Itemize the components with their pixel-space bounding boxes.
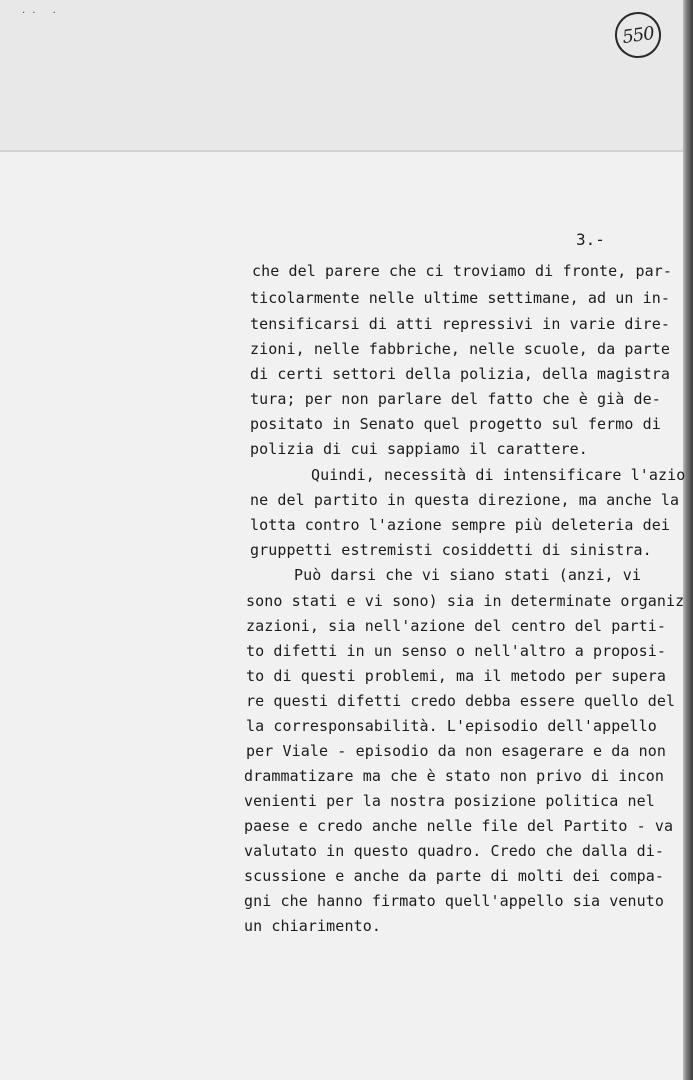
- text-line: un chiarimento.: [244, 917, 381, 935]
- text-line: tensificarsi di atti repressivi in varie dire-: [250, 315, 671, 333]
- text-line: scussione e anche da parte di molti dei compa-: [244, 867, 665, 885]
- text-line: sono stati e vi sono) sia in determinate organiz: [246, 592, 685, 610]
- text-line: paese e credo anche nelle file del Partito - va: [244, 817, 674, 835]
- text-line: zioni, nelle fabbriche, nelle scuole, da parte: [250, 340, 671, 358]
- archive-stamp-number: 550: [621, 22, 655, 48]
- text-line: la corresponsabilità. L'episodio dell'appello: [246, 717, 657, 735]
- text-line: valutato in questo quadro. Credo che dalla di-: [244, 842, 665, 860]
- text-line: to difetti in un senso o nell'altro a proposi-: [246, 642, 667, 660]
- text-line: per Viale - episodio da non esagerare e da non: [246, 742, 667, 760]
- text-line: ne del partito in questa direzione, ma anche la: [250, 491, 680, 509]
- text-line: to di questi problemi, ma il metodo per supera: [246, 667, 667, 685]
- scan-specks: ˙˙ ˙: [20, 10, 61, 24]
- text-line: gni che hanno firmato quell'appello sia venuto: [244, 892, 665, 910]
- underlying-sheet: [0, 0, 693, 152]
- sheet-edge: [0, 150, 693, 152]
- text-line: tura; per non parlare del fatto che è già de-: [250, 390, 661, 408]
- text-line: che del parere che ci troviamo di fronte, par-: [252, 262, 673, 280]
- text-line: re questi difetti credo debba essere quello del: [246, 692, 676, 710]
- text-line: zazioni, sia nell'azione del centro del parti-: [246, 617, 667, 635]
- text-line: drammatizare ma che è stato non privo di incon: [244, 767, 665, 785]
- text-line: venienti per la nostra posizione politica nel: [244, 792, 655, 810]
- text-line: Quindi, necessità di intensificare l'azio: [311, 466, 686, 484]
- text-line: di certi settori della polizia, della magistra: [250, 365, 671, 383]
- text-line: gruppetti estremisti cosiddetti di sinistra.: [250, 541, 652, 559]
- text-line: Può darsi che vi siano stati (anzi, vi: [294, 566, 641, 584]
- text-line: ticolarmente nelle ultime settimane, ad un in-: [250, 289, 671, 307]
- text-line: lotta contro l'azione sempre più deleteria dei: [250, 516, 671, 534]
- page-number: 3.-: [576, 230, 605, 249]
- scan-edge: [683, 0, 693, 1080]
- text-line: positato in Senato quel progetto sul fermo di: [250, 415, 661, 433]
- text-line: polizia di cui sappiamo il carattere.: [250, 440, 588, 458]
